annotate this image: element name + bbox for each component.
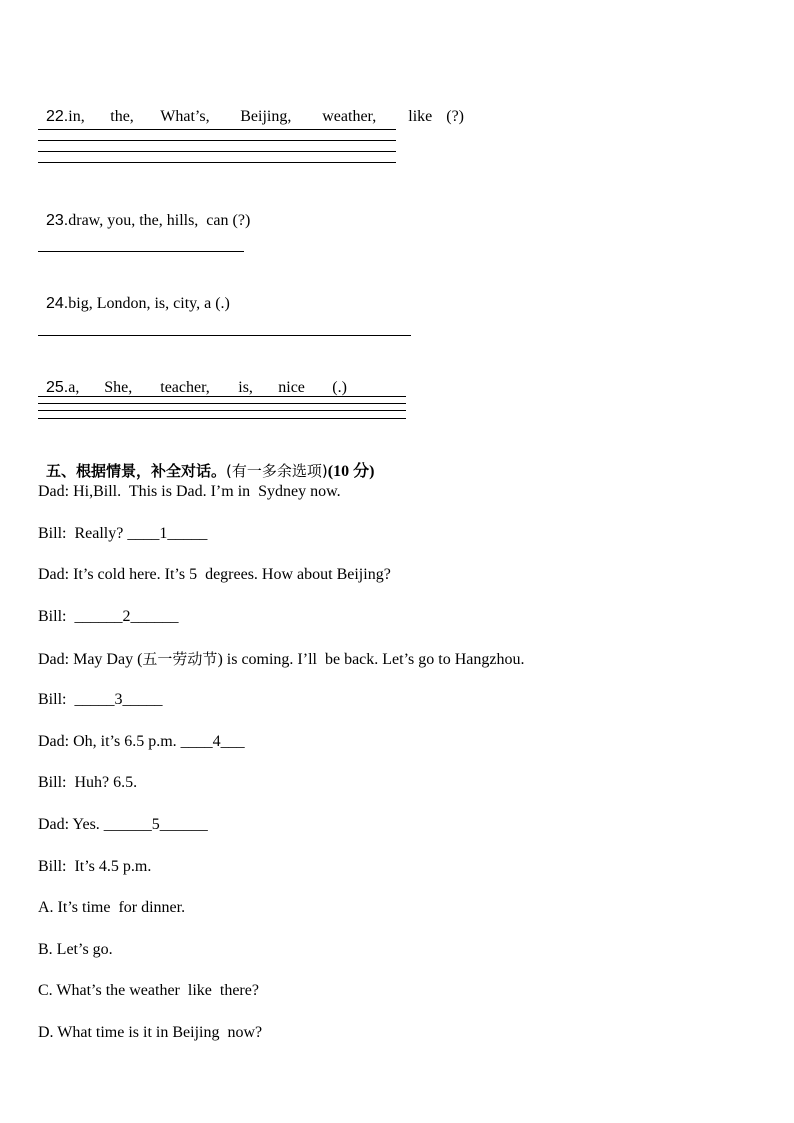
word: the, bbox=[110, 108, 134, 125]
question-text: big, London, is, city, a (.) bbox=[68, 295, 230, 312]
dialogue-text: Bill: It’s 4.5 p.m. bbox=[38, 858, 152, 875]
dialogue-line bbox=[38, 565, 391, 585]
dialogue-text: Dad: Yes. bbox=[38, 816, 104, 833]
answer-line bbox=[38, 418, 406, 419]
dialogue-line bbox=[38, 524, 207, 544]
dialogue-cjk: 五一劳动节 bbox=[142, 650, 218, 668]
word: weather, bbox=[322, 108, 377, 125]
dialogue-text: Dad: May Day ( bbox=[38, 651, 143, 668]
answer-blank[interactable]: ____1_____ bbox=[127, 525, 208, 542]
option-a: A. It’s time for dinner. bbox=[38, 899, 186, 916]
dialogue-text: Bill: Really? bbox=[38, 525, 128, 542]
question-23 bbox=[38, 191, 250, 231]
option-c: C. What’s the weather like there? bbox=[38, 982, 259, 999]
question-22 bbox=[38, 87, 464, 127]
question-25 bbox=[38, 358, 347, 398]
dialogue-text: Dad: Hi,Bill. This is Dad. I’m in Sydney now. bbox=[38, 483, 341, 500]
answer-blank[interactable]: ______2______ bbox=[74, 608, 179, 625]
question-24 bbox=[38, 274, 230, 314]
word: What’s, bbox=[160, 108, 210, 125]
dialogue-text: Dad: Oh, it’s 6.5 p.m. bbox=[38, 733, 181, 750]
question-number: 23. bbox=[46, 212, 69, 229]
answer-line bbox=[38, 410, 406, 411]
section-5-title bbox=[38, 441, 374, 482]
question-number: 22. bbox=[46, 108, 69, 125]
dialogue-text: Dad: It’s cold here. It’s 5 degrees. How about Beijing? bbox=[38, 566, 391, 583]
option-d: D. What time is it in Beijing now? bbox=[38, 1024, 263, 1041]
dialogue-text: ) is coming. I’ll be back. Let’s go to Hangzhou. bbox=[217, 651, 525, 668]
answer-line bbox=[38, 151, 396, 152]
word: (?) bbox=[446, 108, 465, 125]
word: She, bbox=[104, 379, 133, 396]
option-b: B. Let’s go. bbox=[38, 941, 113, 958]
word: a, bbox=[68, 379, 80, 396]
answer-line bbox=[38, 396, 406, 397]
answer-line bbox=[38, 403, 406, 404]
word: nice bbox=[278, 379, 305, 396]
question-text: draw, you, the, hills, can (?) bbox=[68, 212, 251, 229]
word: like bbox=[408, 108, 433, 125]
word: (.) bbox=[332, 379, 347, 396]
answer-blank[interactable]: _____3_____ bbox=[74, 691, 163, 708]
dialogue-text: Bill: bbox=[38, 691, 75, 708]
answer-line bbox=[38, 251, 244, 252]
dialogue-line bbox=[38, 773, 137, 793]
dialogue-line bbox=[38, 732, 245, 752]
dialogue-line bbox=[38, 649, 524, 670]
section-title-cjk: 五、根据情景，补全对话。 bbox=[46, 462, 227, 480]
dialogue-line bbox=[38, 690, 162, 710]
dialogue-line bbox=[38, 607, 178, 627]
question-number: 25. bbox=[46, 379, 69, 396]
section-score: (10 分) bbox=[327, 463, 375, 480]
dialogue-line bbox=[38, 482, 341, 502]
word: is, bbox=[238, 379, 253, 396]
section-title-note: (有一多余选项) bbox=[226, 462, 328, 480]
answer-line bbox=[38, 162, 396, 163]
answer-line bbox=[38, 335, 411, 336]
answer-blank[interactable]: ____4___ bbox=[180, 733, 245, 750]
dialogue-line bbox=[38, 815, 208, 835]
word: in, bbox=[68, 108, 85, 125]
answer-blank[interactable]: ______5______ bbox=[103, 816, 208, 833]
word: teacher, bbox=[160, 379, 210, 396]
answer-line bbox=[38, 129, 396, 130]
dialogue-line bbox=[38, 857, 151, 877]
question-number: 24. bbox=[46, 295, 69, 312]
word: Beijing, bbox=[240, 108, 292, 125]
dialogue-text: Bill: bbox=[38, 608, 75, 625]
dialogue-text: Bill: Huh? 6.5. bbox=[38, 774, 138, 791]
answer-line bbox=[38, 140, 396, 141]
